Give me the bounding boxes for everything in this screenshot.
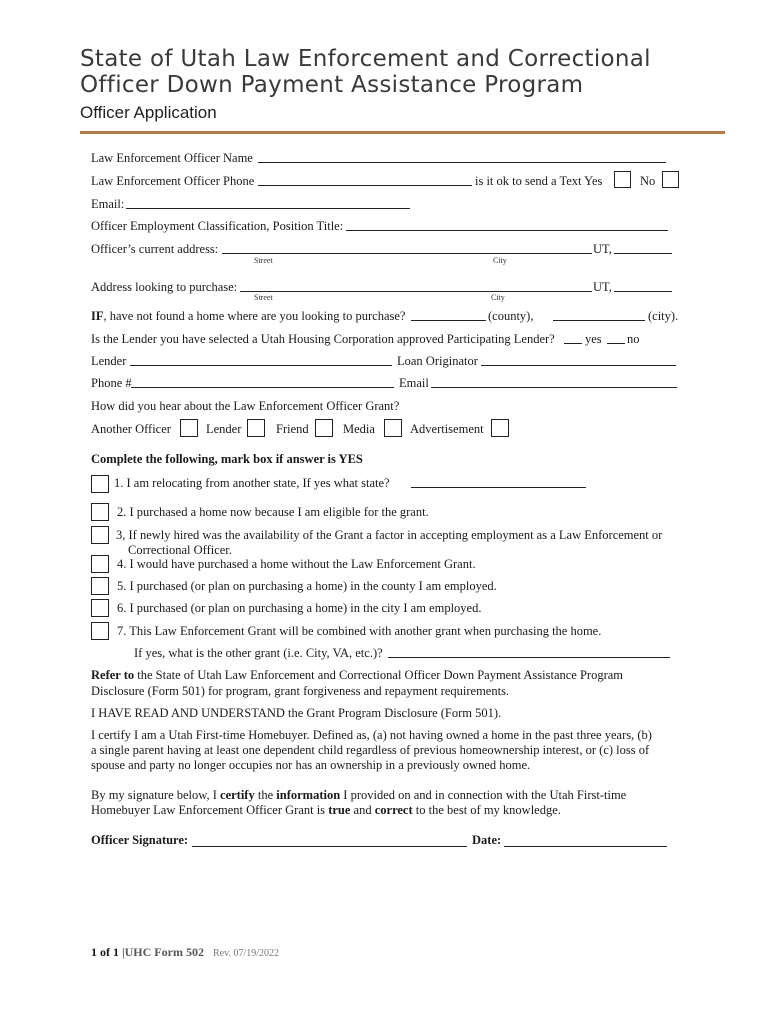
street-caption-2: Street xyxy=(254,293,273,302)
officer-name-field[interactable] xyxy=(258,162,666,163)
city-paren-label: (city). xyxy=(648,309,679,323)
q6-checkbox[interactable] xyxy=(91,599,109,617)
sig-true-bold: true xyxy=(328,803,351,817)
another-officer-checkbox[interactable] xyxy=(180,419,198,437)
sig-information-bold: information xyxy=(276,788,341,802)
county-field[interactable] xyxy=(411,320,486,321)
lender-field[interactable] xyxy=(130,365,392,366)
q6-text: 6. I purchased (or plan on purchasing a home) in the city I am employed. xyxy=(117,601,482,615)
street-caption-1: Street xyxy=(254,256,273,265)
certify-line-2: a single parent having at least one dependent child regardless of previous homeownership interest, or (c) loss of xyxy=(91,743,650,757)
text-yes-checkbox[interactable] xyxy=(614,171,631,188)
officer-phone-label: Law Enforcement Officer Phone xyxy=(91,174,255,188)
if-question xyxy=(91,309,405,324)
sig-p2c: and xyxy=(350,803,375,817)
officer-signature-field[interactable] xyxy=(192,846,467,847)
hear-question: How did you hear about the Law Enforcement Officer Grant? xyxy=(91,399,400,413)
q2-checkbox[interactable] xyxy=(91,503,109,521)
email2-label: Email xyxy=(399,376,429,390)
certify-line-3: spouse and party no longer occupies nor has an ownership in a previously owned home. xyxy=(91,758,531,772)
text-ok-label: is it ok to send a Text Yes xyxy=(475,174,603,188)
lender-yes-field[interactable] xyxy=(564,343,582,344)
current-address-field[interactable] xyxy=(222,253,592,254)
email-label: Email: xyxy=(91,197,125,211)
certify-line-1: I certify I am a Utah First-time Homebuyer. Defined as, (a) not having owned a home in the past three years, (b) xyxy=(91,728,652,742)
q4-text: 4. I would have purchased a home without the Law Enforcement Grant. xyxy=(117,557,476,571)
current-address-label: Officer’s current address: xyxy=(91,242,219,256)
q1-text: 1. I am relocating from another state, If yes what state? xyxy=(114,476,390,490)
classification-label: Officer Employment Classification, Position Title: xyxy=(91,219,344,233)
email2-field[interactable] xyxy=(431,387,677,388)
page-subtitle: Officer Application xyxy=(80,103,217,122)
loan-originator-label: Loan Originator xyxy=(397,354,478,368)
if-text: , have not found a home where are you looking to purchase? xyxy=(103,309,406,323)
loan-originator-field[interactable] xyxy=(481,365,676,366)
q7-text: 7. This Law Enforcement Grant will be combined with another grant when purchasing the home. xyxy=(117,624,602,638)
current-zip-field[interactable] xyxy=(614,253,672,254)
text-no-checkbox[interactable] xyxy=(662,171,679,188)
refer-bold: Refer to xyxy=(91,668,135,682)
refer-line-1 xyxy=(91,668,623,683)
lender-no-field[interactable] xyxy=(607,343,625,344)
refer-line-2: Disclosure (Form 501) for program, grant forgiveness and repayment requirements. xyxy=(91,684,510,698)
lender-checkbox[interactable] xyxy=(247,419,265,437)
sig-p2e: to the best of my knowledge. xyxy=(412,803,561,817)
option-lender-label: Lender xyxy=(206,422,242,436)
lender-no-label: no xyxy=(627,332,640,346)
sig-certify-bold: certify xyxy=(220,788,255,802)
officer-name-label: Law Enforcement Officer Name xyxy=(91,151,253,165)
purchase-address-label: Address looking to purchase: xyxy=(91,280,238,294)
footer-page: 1 of 1 xyxy=(91,945,119,959)
sig-p1c: the xyxy=(254,788,277,802)
lender-label: Lender xyxy=(91,354,127,368)
email-field[interactable] xyxy=(126,208,410,209)
friend-checkbox[interactable] xyxy=(315,419,333,437)
footer xyxy=(91,945,279,960)
read-understand-text: I HAVE READ AND UNDERSTAND the Grant Program Disclosure (Form 501). xyxy=(91,706,502,720)
media-checkbox[interactable] xyxy=(384,419,402,437)
county-label: (county), xyxy=(488,309,534,323)
date-field[interactable] xyxy=(504,846,667,847)
phone-field[interactable] xyxy=(131,387,394,388)
lender-question: Is the Lender you have selected a Utah Housing Corporation approved Participating Lender? xyxy=(91,332,555,346)
q7-checkbox[interactable] xyxy=(91,622,109,640)
lender-yes-label: yes xyxy=(585,332,602,346)
option-another-officer-label: Another Officer xyxy=(91,422,171,436)
ut-label-1: UT, xyxy=(593,242,612,256)
q1-state-field[interactable] xyxy=(411,487,586,488)
refer-text-1: the State of Utah Law Enforcement and Correctional Officer Down Payment Assistance Program xyxy=(134,668,624,682)
q5-text: 5. I purchased (or plan on purchasing a home) in the county I am employed. xyxy=(117,579,497,593)
city-caption-2: City xyxy=(491,293,505,302)
q7-other-grant-field[interactable] xyxy=(388,657,670,658)
q3-checkbox[interactable] xyxy=(91,526,109,544)
footer-form: |UHC Form 502 xyxy=(122,945,204,959)
purchase-address-field[interactable] xyxy=(240,291,592,292)
option-advertisement-label: Advertisement xyxy=(410,422,484,436)
q5-checkbox[interactable] xyxy=(91,577,109,595)
q3-text-line1: 3, If newly hired was the availability of the Grant a factor in accepting employment as a Law Enforcement or xyxy=(116,528,663,542)
q3-text-line2: Correctional Officer. xyxy=(128,543,232,557)
header-rule xyxy=(80,131,725,134)
sig-p2a: Homebuyer Law Enforcement Officer Grant is xyxy=(91,803,329,817)
purchase-zip-field[interactable] xyxy=(614,291,672,292)
title-line-2: Officer Down Payment Assistance Program xyxy=(80,72,584,98)
ut-label-2: UT, xyxy=(593,280,612,294)
advertisement-checkbox[interactable] xyxy=(491,419,509,437)
q7-followup-text: If yes, what is the other grant (i.e. City, VA, etc.)? xyxy=(134,646,383,660)
title-line-1: State of Utah Law Enforcement and Correctional xyxy=(80,46,651,72)
yes-section-heading: Complete the following, mark box if answer is YES xyxy=(91,452,363,466)
q4-checkbox[interactable] xyxy=(91,555,109,573)
signature-paragraph-line-1 xyxy=(91,788,626,803)
q1-checkbox[interactable] xyxy=(91,475,109,493)
phone-label: Phone # xyxy=(91,376,132,390)
if-label: IF xyxy=(91,309,104,323)
city-field[interactable] xyxy=(553,320,645,321)
classification-field[interactable] xyxy=(346,230,668,231)
officer-phone-field[interactable] xyxy=(258,185,472,186)
sig-p1a: By my signature below, I xyxy=(91,788,221,802)
sig-p1e: I provided on and in connection with the Utah First-time xyxy=(340,788,627,802)
footer-rev: Rev. 07/19/2022 xyxy=(212,948,279,959)
signature-paragraph-line-2 xyxy=(91,803,561,818)
text-no-label: No xyxy=(640,174,656,188)
date-label: Date: xyxy=(472,833,502,847)
sig-correct-bold: correct xyxy=(374,803,413,817)
city-caption-1: City xyxy=(493,256,507,265)
q2-text: 2. I purchased a home now because I am eligible for the grant. xyxy=(117,505,429,519)
option-friend-label: Friend xyxy=(276,422,309,436)
option-media-label: Media xyxy=(343,422,375,436)
officer-signature-label: Officer Signature: xyxy=(91,833,189,847)
